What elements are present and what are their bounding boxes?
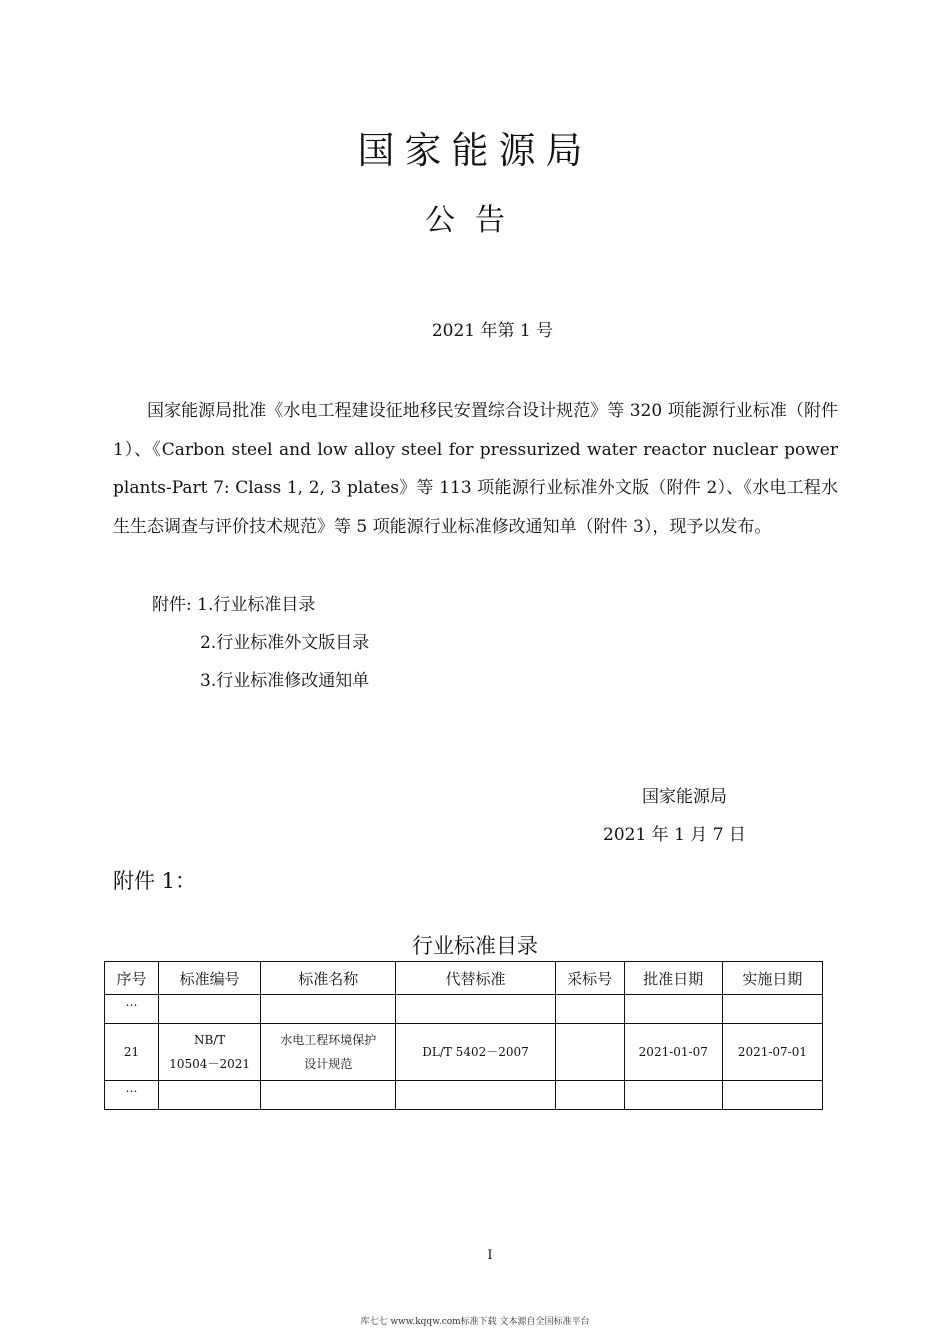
table-row	[105, 995, 823, 1024]
standards-table	[104, 961, 823, 1110]
code-line-2: 10504－2021	[169, 1057, 250, 1071]
doc-type-title: 公告	[425, 203, 525, 238]
cell-adopted	[555, 1024, 624, 1081]
table-header-row	[105, 962, 823, 995]
signature-date: 2021 年 1 月 7 日	[603, 825, 746, 845]
cell-code	[159, 1024, 261, 1081]
doc-number: 2021 年第 1 号	[431, 321, 554, 341]
ellipsis-cell: …	[105, 995, 159, 1024]
cell-approved: 2021-01-07	[624, 1024, 722, 1081]
agency-title: 国家能源局	[357, 129, 593, 172]
column-header: 代替标准	[396, 962, 555, 995]
table-row	[105, 1081, 823, 1110]
name-line-1: 水电工程环境保护	[280, 1033, 377, 1047]
attachment-list-label: 附件: 1.行业标准目录	[152, 595, 316, 615]
ellipsis-cell: …	[105, 1081, 159, 1110]
signature-agency: 国家能源局	[642, 787, 727, 807]
cell-effective: 2021-07-01	[722, 1024, 822, 1081]
column-header: 批准日期	[624, 962, 722, 995]
code-line-1: NB/T	[193, 1033, 226, 1047]
column-header: 采标号	[555, 962, 624, 995]
page-number: I	[487, 1248, 493, 1263]
column-header: 序号	[105, 962, 159, 995]
cell-no: 21	[105, 1024, 159, 1081]
column-header: 标准编号	[159, 962, 261, 995]
footer-text: 库七七 www.kqqw.com标准下载 文本源自全国标准平台	[360, 1317, 590, 1327]
table-title: 行业标准目录	[412, 934, 538, 958]
annex-heading: 附件 1：	[113, 869, 197, 893]
table-row	[105, 1024, 823, 1081]
announcement-paragraph: 国家能源局批准《水电工程建设征地移民安置综合设计规范》等 320 项能源行业标准（附件 1）、《Carbon steel and low alloy steel for pressurized water reactor nuclear power plants-Part 7: Class 1, 2, 3 plates》等 113 项能源行业标准外文版（附件 2）、《水电工程水生生态调查与评价技术规范》等 5 项能源行业标准修改通知单（附件 3），现予以发布。	[113, 401, 838, 537]
attachment-item-3: 3.行业标准修改通知单	[200, 671, 370, 691]
cell-name	[261, 1024, 396, 1081]
attachment-item-2: 2.行业标准外文版目录	[200, 633, 370, 653]
column-header: 标准名称	[261, 962, 396, 995]
column-header: 实施日期	[722, 962, 822, 995]
cell-replaces: DL/T 5402－2007	[396, 1024, 555, 1081]
name-line-2: 设计规范	[304, 1057, 353, 1071]
